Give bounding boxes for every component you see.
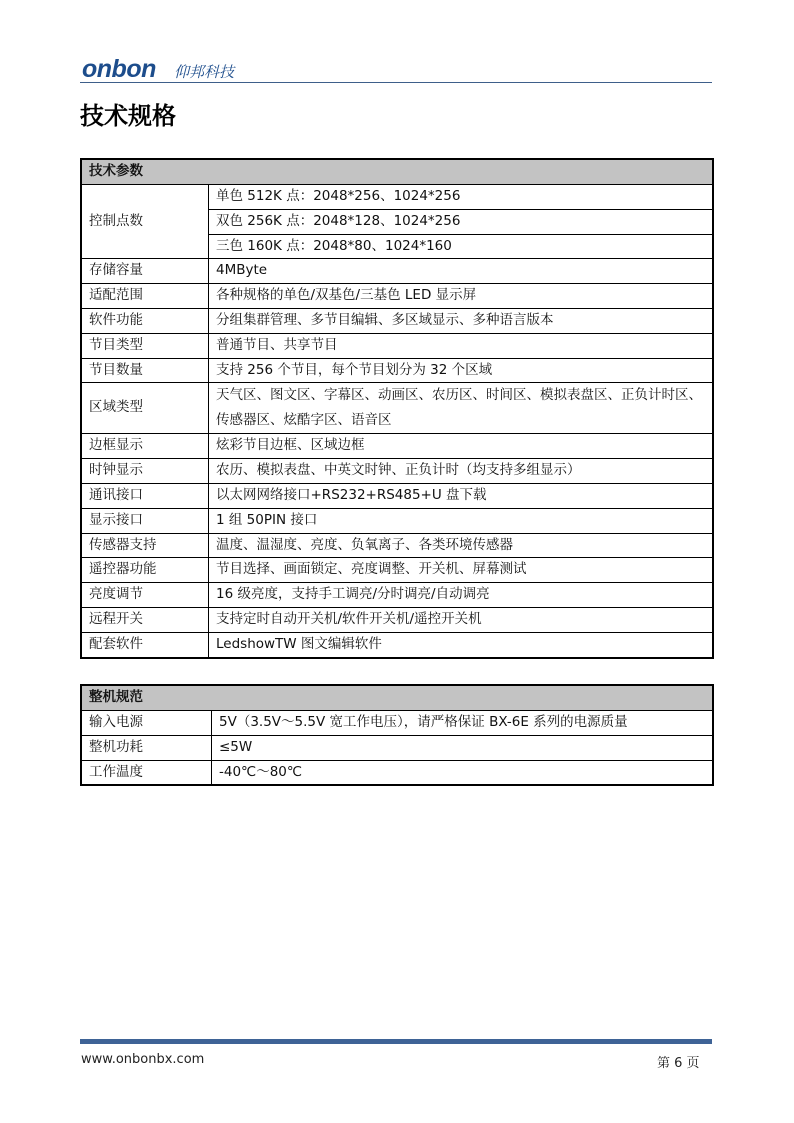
row-value: 4MByte [209,259,714,284]
table-row [81,632,713,657]
table-row [81,760,713,785]
table-row [81,711,713,736]
row-value: 温度、温湿度、亮度、负氧离子、各类环境传感器 [209,533,714,558]
row-label: 输入电源 [81,711,212,736]
table-row [81,358,713,383]
row-value: 支持定时自动开关机/软件开关机/遥控开关机 [209,607,714,632]
row-value: 农历、模拟表盘、中英文时钟、正负计时（均支持多组显示） [209,459,714,484]
row-value: ≤5W [212,735,714,760]
row-value: 炫彩节目边框、区域边框 [209,434,714,459]
tech-spec-table [80,158,714,659]
row-label: 传感器支持 [81,533,209,558]
page-number: 第 6 页 [657,1056,700,1071]
page-title: 技术规格 [80,102,176,130]
row-label: 遥控器功能 [81,558,209,583]
table-row [81,308,713,333]
row-value: LedshowTW 图文编辑软件 [209,632,714,657]
row-label: 通讯接口 [81,483,209,508]
table-header-row [81,685,713,711]
row-value: 以太网网络接口+RS232+RS485+U 盘下载 [209,483,714,508]
row-value: 支持 256 个节目，每个节目划分为 32 个区域 [209,358,714,383]
page-header [80,56,712,83]
row-value: 节目选择、画面锁定、亮度调整、开关机、屏幕测试 [209,558,714,583]
row-value: 各种规格的单色/双基色/三基色 LED 显示屏 [209,284,714,309]
footer-divider [80,1039,712,1044]
row-value: 普通节目、共享节目 [209,333,714,358]
table-row [81,483,713,508]
row-label: 亮度调节 [81,583,209,608]
row-value: 双色 256K 点：2048*128、1024*256 [209,209,714,234]
row-label: 节目类型 [81,333,209,358]
table-row [81,735,713,760]
table-header-row [81,159,713,185]
table-row [81,558,713,583]
row-value: 天气区、图文区、字幕区、动画区、农历区、时间区、模拟表盘区、正负计时区、传感器区、炫酷字区、语音区 [209,383,714,434]
row-label: 边框显示 [81,434,209,459]
table-row [81,434,713,459]
table-row [81,508,713,533]
row-value: 分组集群管理、多节目编辑、多区域显示、多种语言版本 [209,308,714,333]
table-row [81,284,713,309]
row-value: 16 级亮度，支持手工调亮/分时调亮/自动调亮 [209,583,714,608]
row-value: 三色 160K 点：2048*80、1024*160 [209,234,714,259]
row-value: 5V（3.5V～5.5V 宽工作电压），请严格保证 BX-6E 系列的电源质量 [212,711,714,736]
table-row [81,259,713,284]
company-name-cn: 仰邦科技 [174,63,235,81]
table-row [81,185,713,210]
row-label: 显示接口 [81,508,209,533]
onbon-logo: onbon [82,55,156,83]
row-label: 工作温度 [81,760,212,785]
table-row [81,607,713,632]
row-label: 节目数量 [81,358,209,383]
row-value: 单色 512K 点：2048*256、1024*256 [209,185,714,210]
row-label: 整机功耗 [81,735,212,760]
row-value: 1 组 50PIN 接口 [209,508,714,533]
table-row [81,333,713,358]
row-label: 区域类型 [81,383,209,434]
table-row [81,383,713,434]
row-label: 时钟显示 [81,459,209,484]
table-row [81,583,713,608]
row-label: 存储容量 [81,259,209,284]
table-heading: 整机规范 [81,685,713,711]
table-row [81,533,713,558]
table-row [81,459,713,484]
row-label: 控制点数 [81,185,209,259]
row-label: 适配范围 [81,284,209,309]
row-label: 软件功能 [81,308,209,333]
row-label: 配套软件 [81,632,209,657]
footer-website-link[interactable]: www.onbonbx.com [81,1052,205,1067]
table-heading: 技术参数 [81,159,713,185]
row-value: -40℃～80℃ [212,760,714,785]
machine-spec-table [80,684,714,786]
row-label: 远程开关 [81,607,209,632]
